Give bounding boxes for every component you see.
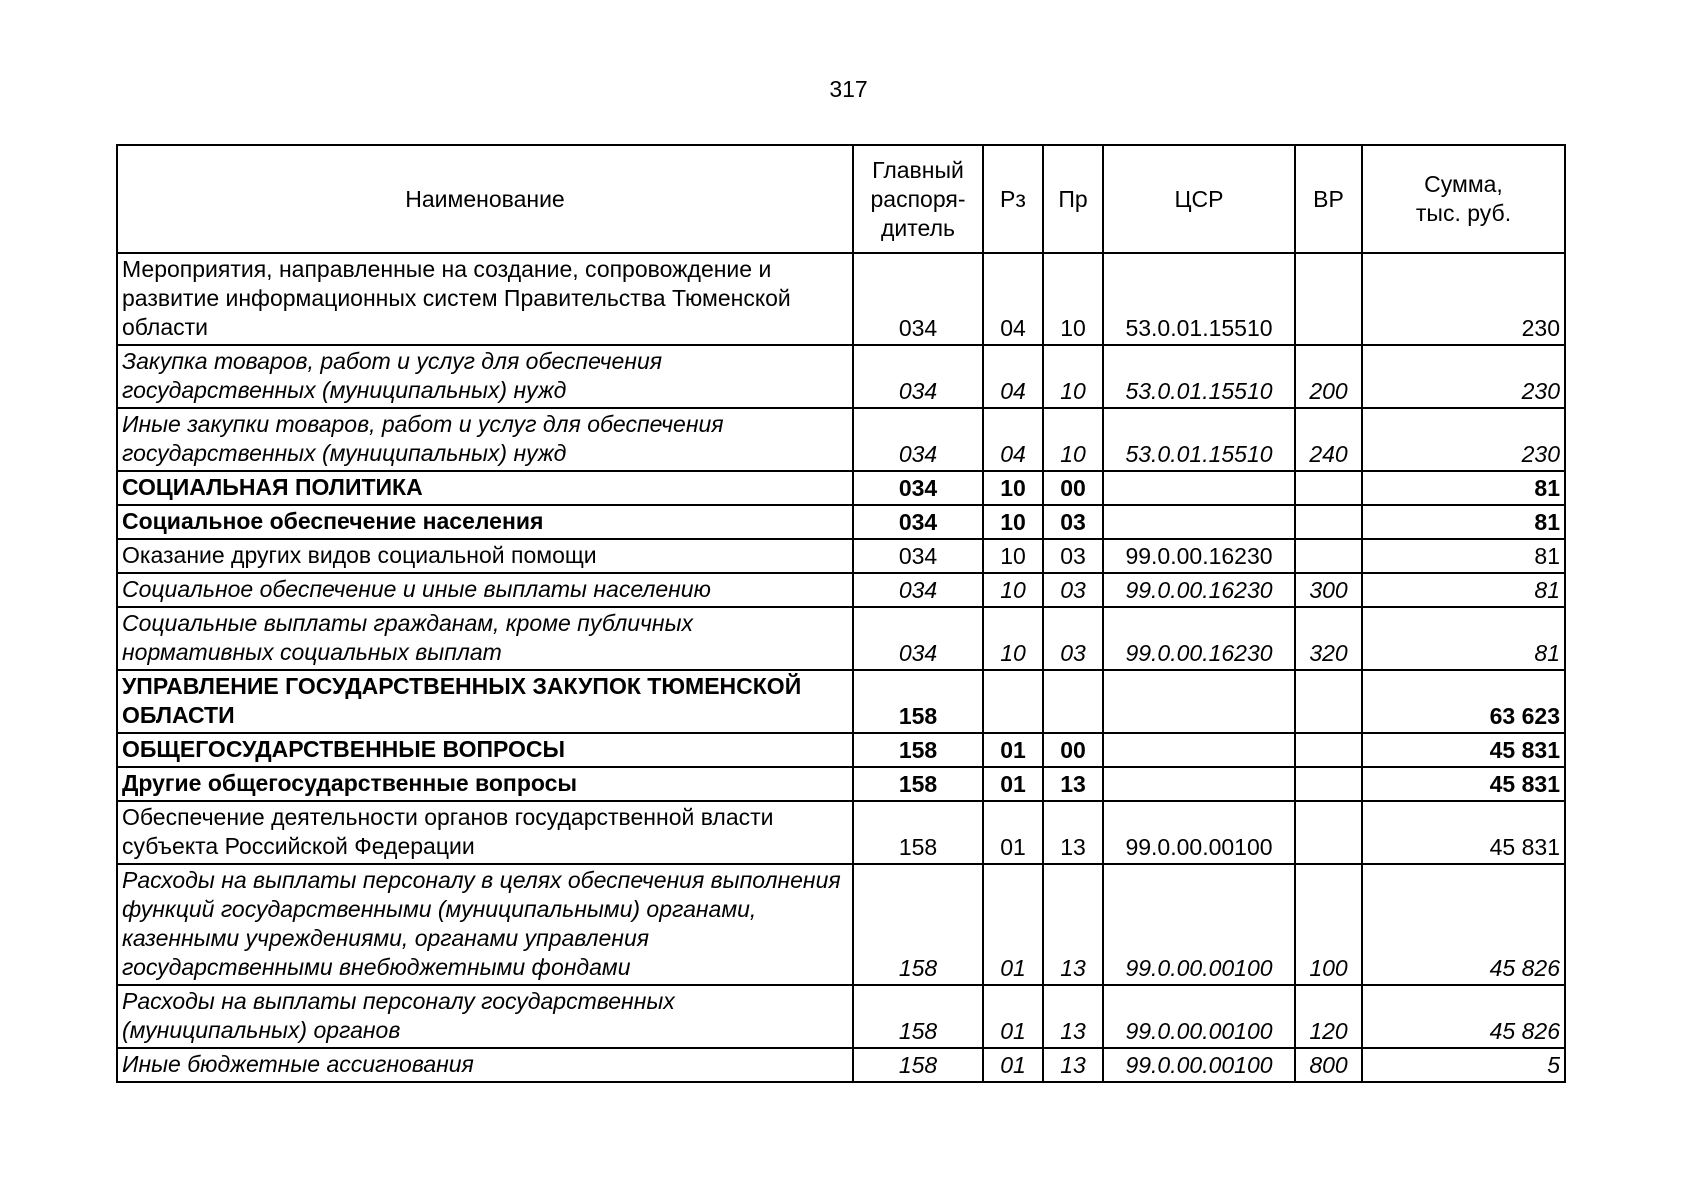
cell-rz: 01 bbox=[983, 1048, 1043, 1082]
cell-sum: 230 bbox=[1362, 253, 1565, 345]
cell-sum: 230 bbox=[1362, 408, 1565, 471]
cell-pr: 10 bbox=[1043, 345, 1103, 408]
cell-csr: 99.0.00.16230 bbox=[1103, 573, 1295, 607]
cell-vr: 240 bbox=[1295, 408, 1362, 471]
cell-name: Мероприятия, направленные на создание, сопровождение и развитие информационных систем Правительства Тюменской области bbox=[117, 253, 853, 345]
cell-csr: 99.0.00.16230 bbox=[1103, 539, 1295, 573]
table-row bbox=[117, 471, 1565, 505]
cell-vr bbox=[1295, 471, 1362, 505]
cell-pr: 13 bbox=[1043, 1048, 1103, 1082]
cell-name: Социальные выплаты гражданам, кроме публичных нормативных социальных выплат bbox=[117, 607, 853, 670]
table-row bbox=[117, 1048, 1565, 1082]
header-rz: Рз bbox=[983, 145, 1043, 253]
cell-sum: 81 bbox=[1362, 471, 1565, 505]
cell-glavny-rasporyaditel: 034 bbox=[853, 539, 983, 573]
table-row bbox=[117, 408, 1565, 471]
table-row bbox=[117, 801, 1565, 864]
header-pr: Пр bbox=[1043, 145, 1103, 253]
cell-vr: 120 bbox=[1295, 985, 1362, 1048]
cell-name: ОБЩЕГОСУДАРСТВЕННЫЕ ВОПРОСЫ bbox=[117, 733, 853, 767]
cell-csr: 53.0.01.15510 bbox=[1103, 345, 1295, 408]
table-row bbox=[117, 607, 1565, 670]
cell-pr: 03 bbox=[1043, 505, 1103, 539]
table-row bbox=[117, 670, 1565, 733]
cell-csr: 99.0.00.00100 bbox=[1103, 801, 1295, 864]
cell-pr: 13 bbox=[1043, 864, 1103, 985]
cell-vr bbox=[1295, 670, 1362, 733]
cell-glavny-rasporyaditel: 034 bbox=[853, 607, 983, 670]
header-vr: ВР bbox=[1295, 145, 1362, 253]
table-row bbox=[117, 573, 1565, 607]
cell-name: Иные бюджетные ассигнования bbox=[117, 1048, 853, 1082]
cell-rz: 10 bbox=[983, 471, 1043, 505]
header-glavny-rasporyaditel bbox=[853, 145, 983, 253]
cell-pr: 13 bbox=[1043, 985, 1103, 1048]
header-sum-line1: Сумма, bbox=[1424, 171, 1503, 197]
table-body bbox=[117, 253, 1565, 1082]
table-header-row bbox=[117, 145, 1565, 253]
cell-glavny-rasporyaditel: 034 bbox=[853, 408, 983, 471]
header-csr: ЦСР bbox=[1103, 145, 1295, 253]
table-row bbox=[117, 985, 1565, 1048]
cell-glavny-rasporyaditel: 158 bbox=[853, 767, 983, 801]
cell-sum: 81 bbox=[1362, 539, 1565, 573]
header-name: Наименование bbox=[117, 145, 853, 253]
table-row bbox=[117, 864, 1565, 985]
cell-sum: 63 623 bbox=[1362, 670, 1565, 733]
cell-pr: 10 bbox=[1043, 253, 1103, 345]
cell-name: СОЦИАЛЬНАЯ ПОЛИТИКА bbox=[117, 471, 853, 505]
cell-pr: 00 bbox=[1043, 733, 1103, 767]
cell-sum: 45 831 bbox=[1362, 767, 1565, 801]
table-row bbox=[117, 767, 1565, 801]
cell-glavny-rasporyaditel: 158 bbox=[853, 1048, 983, 1082]
cell-csr: 99.0.00.00100 bbox=[1103, 985, 1295, 1048]
cell-rz: 01 bbox=[983, 864, 1043, 985]
cell-pr bbox=[1043, 670, 1103, 733]
cell-vr: 320 bbox=[1295, 607, 1362, 670]
cell-vr bbox=[1295, 733, 1362, 767]
cell-csr bbox=[1103, 733, 1295, 767]
cell-pr: 03 bbox=[1043, 539, 1103, 573]
cell-glavny-rasporyaditel: 034 bbox=[853, 345, 983, 408]
cell-csr: 99.0.00.00100 bbox=[1103, 864, 1295, 985]
cell-rz: 10 bbox=[983, 573, 1043, 607]
header-sum-line2: тыс. руб. bbox=[1415, 200, 1512, 226]
cell-glavny-rasporyaditel: 034 bbox=[853, 471, 983, 505]
table-row bbox=[117, 505, 1565, 539]
cell-name: Расходы на выплаты персоналу в целях обеспечения выполнения функций государственными (муниципальными) органами, казенными учреждениями, органами управления государственными внебюджетными фондами bbox=[117, 864, 853, 985]
cell-rz: 01 bbox=[983, 733, 1043, 767]
cell-pr: 13 bbox=[1043, 767, 1103, 801]
budget-table bbox=[116, 144, 1566, 1083]
cell-vr: 100 bbox=[1295, 864, 1362, 985]
cell-glavny-rasporyaditel: 034 bbox=[853, 573, 983, 607]
cell-rz: 04 bbox=[983, 253, 1043, 345]
table-row bbox=[117, 253, 1565, 345]
cell-glavny-rasporyaditel: 158 bbox=[853, 670, 983, 733]
cell-csr: 99.0.00.00100 bbox=[1103, 1048, 1295, 1082]
cell-name: Обеспечение деятельности органов государственной власти субъекта Российской Федерации bbox=[117, 801, 853, 864]
cell-csr bbox=[1103, 471, 1295, 505]
cell-csr: 53.0.01.15510 bbox=[1103, 253, 1295, 345]
header-gl-line1: Главный bbox=[872, 156, 964, 183]
cell-rz: 04 bbox=[983, 408, 1043, 471]
cell-rz bbox=[983, 670, 1043, 733]
cell-sum: 81 bbox=[1362, 505, 1565, 539]
cell-glavny-rasporyaditel: 158 bbox=[853, 864, 983, 985]
cell-rz: 10 bbox=[983, 607, 1043, 670]
cell-rz: 01 bbox=[983, 985, 1043, 1048]
cell-sum: 45 826 bbox=[1362, 864, 1565, 985]
table-row bbox=[117, 733, 1565, 767]
cell-vr: 300 bbox=[1295, 573, 1362, 607]
cell-rz: 10 bbox=[983, 539, 1043, 573]
table-row bbox=[117, 345, 1565, 408]
cell-rz: 04 bbox=[983, 345, 1043, 408]
cell-sum: 45 826 bbox=[1362, 985, 1565, 1048]
cell-rz: 01 bbox=[983, 801, 1043, 864]
cell-vr bbox=[1295, 539, 1362, 573]
cell-csr: 99.0.00.16230 bbox=[1103, 607, 1295, 670]
cell-rz: 01 bbox=[983, 767, 1043, 801]
cell-name: Другие общегосударственные вопросы bbox=[117, 767, 853, 801]
cell-pr: 03 bbox=[1043, 607, 1103, 670]
cell-csr bbox=[1103, 767, 1295, 801]
cell-vr bbox=[1295, 767, 1362, 801]
header-sum bbox=[1362, 145, 1565, 253]
cell-name: Оказание других видов социальной помощи bbox=[117, 539, 853, 573]
cell-pr: 10 bbox=[1043, 408, 1103, 471]
cell-glavny-rasporyaditel: 034 bbox=[853, 253, 983, 345]
cell-name: Закупка товаров, работ и услуг для обеспечения государственных (муниципальных) нужд bbox=[117, 345, 853, 408]
header-gl-line3: дитель bbox=[881, 214, 955, 241]
header-gl-line2: распоря- bbox=[870, 185, 966, 212]
cell-sum: 81 bbox=[1362, 607, 1565, 670]
cell-name: Социальное обеспечение населения bbox=[117, 505, 853, 539]
cell-csr bbox=[1103, 670, 1295, 733]
cell-rz: 10 bbox=[983, 505, 1043, 539]
table-row bbox=[117, 539, 1565, 573]
cell-vr: 800 bbox=[1295, 1048, 1362, 1082]
cell-sum: 45 831 bbox=[1362, 801, 1565, 864]
cell-name: Социальное обеспечение и иные выплаты населению bbox=[117, 573, 853, 607]
cell-vr bbox=[1295, 505, 1362, 539]
cell-sum: 81 bbox=[1362, 573, 1565, 607]
cell-csr bbox=[1103, 505, 1295, 539]
cell-pr: 03 bbox=[1043, 573, 1103, 607]
cell-sum: 230 bbox=[1362, 345, 1565, 408]
cell-glavny-rasporyaditel: 158 bbox=[853, 801, 983, 864]
cell-pr: 00 bbox=[1043, 471, 1103, 505]
cell-name: Расходы на выплаты персоналу государственных (муниципальных) органов bbox=[117, 985, 853, 1048]
cell-name: Иные закупки товаров, работ и услуг для обеспечения государственных (муниципальных) нужд bbox=[117, 408, 853, 471]
cell-vr: 200 bbox=[1295, 345, 1362, 408]
cell-vr bbox=[1295, 801, 1362, 864]
cell-glavny-rasporyaditel: 158 bbox=[853, 985, 983, 1048]
cell-sum: 45 831 bbox=[1362, 733, 1565, 767]
cell-vr bbox=[1295, 253, 1362, 345]
cell-name: УПРАВЛЕНИЕ ГОСУДАРСТВЕННЫХ ЗАКУПОК ТЮМЕНСКОЙ ОБЛАСТИ bbox=[117, 670, 853, 733]
cell-sum: 5 bbox=[1362, 1048, 1565, 1082]
cell-pr: 13 bbox=[1043, 801, 1103, 864]
cell-glavny-rasporyaditel: 034 bbox=[853, 505, 983, 539]
page-number: 317 bbox=[829, 76, 868, 102]
cell-glavny-rasporyaditel: 158 bbox=[853, 733, 983, 767]
cell-csr: 53.0.01.15510 bbox=[1103, 408, 1295, 471]
